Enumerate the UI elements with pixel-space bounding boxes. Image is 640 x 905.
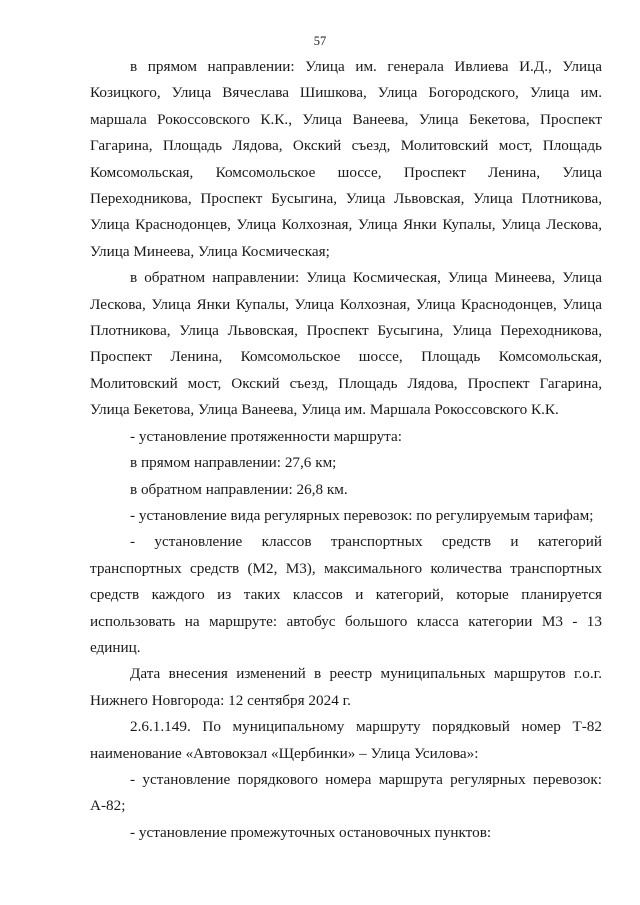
paragraph-vehicle-classes: - установление классов транспортных средств и категорий транспортных средств (М2, М3), максимального количества транспортных средств каждого из таких классов и категорий, которые планируется использовать на маршруте: автобус большого класса категории М3 - 13 единиц. [90,533,602,656]
paragraph-route-length-heading: - установление протяженности маршрута: [130,427,402,445]
paragraph-route-t82: 2.6.1.149. По муниципальному маршруту порядковый номер Т-82 наименование «Автовокзал «Щербинки» – Улица Усилова»: [90,718,602,762]
page-number: 57 [313,34,327,48]
paragraph-intermediate-stops: - установление промежуточных остановочных пунктов: [130,823,492,841]
paragraph-forward-route-stops: в прямом направлении: Улица им. генерала Ивлиева И.Д., Улица Козицкого, Улица Вячеслава Шишкова, Улица Богородского, Улица им. маршала Рокоссовского К.К., Улица Ванеева, Улица Бекетова, Проспект Гагарина, Площадь Лядова, Окский съезд, Молитовский мост, Площадь Комсомольская, Комсомольское шоссе, Проспект Ленина, Улица Переходникова, Проспект Бусыгина, Улица Львовская, Улица Плотникова, Улица Краснодонцев, Улица Колхозная, Улица Янки Купалы, Улица Лескова, Улица Минеева, Улица Космическая; [90,58,602,260]
paragraph-route-number: - установление порядкового номера маршрута регулярных перевозок: А-82; [90,770,602,815]
paragraph-transport-type: - установление вида регулярных перевозок: по регулируемым тарифам; [130,506,594,524]
paragraph-reverse-route-stops: в обратном направлении: Улица Космическая, Улица Минеева, Улица Лескова, Улица Янки Купалы, Улица Колхозная, Улица Краснодонцев, Улица Плотникова, Улица Львовская, Проспект Бусыгина, Улица Переходникова, Проспект Ленина, Комсомольское шоссе, Площадь Комсомольская, Молитовский мост, Окский съезд, Площадь Лядова, Проспект Гагарина, Улица Бекетова, Улица Ванеева, Улица им. Маршала Рокоссовского К.К. [90,269,602,419]
paragraph-forward-length: в прямом направлении: 27,6 км; [130,454,337,472]
document-body [90,54,602,846]
paragraph-reverse-length: в обратном направлении: 26,8 км. [130,480,348,498]
paragraph-registry-date: Дата внесения изменений в реестр муниципальных маршрутов г.о.г. Нижнего Новгорода: 12 сентября 2024 г. [90,665,602,709]
